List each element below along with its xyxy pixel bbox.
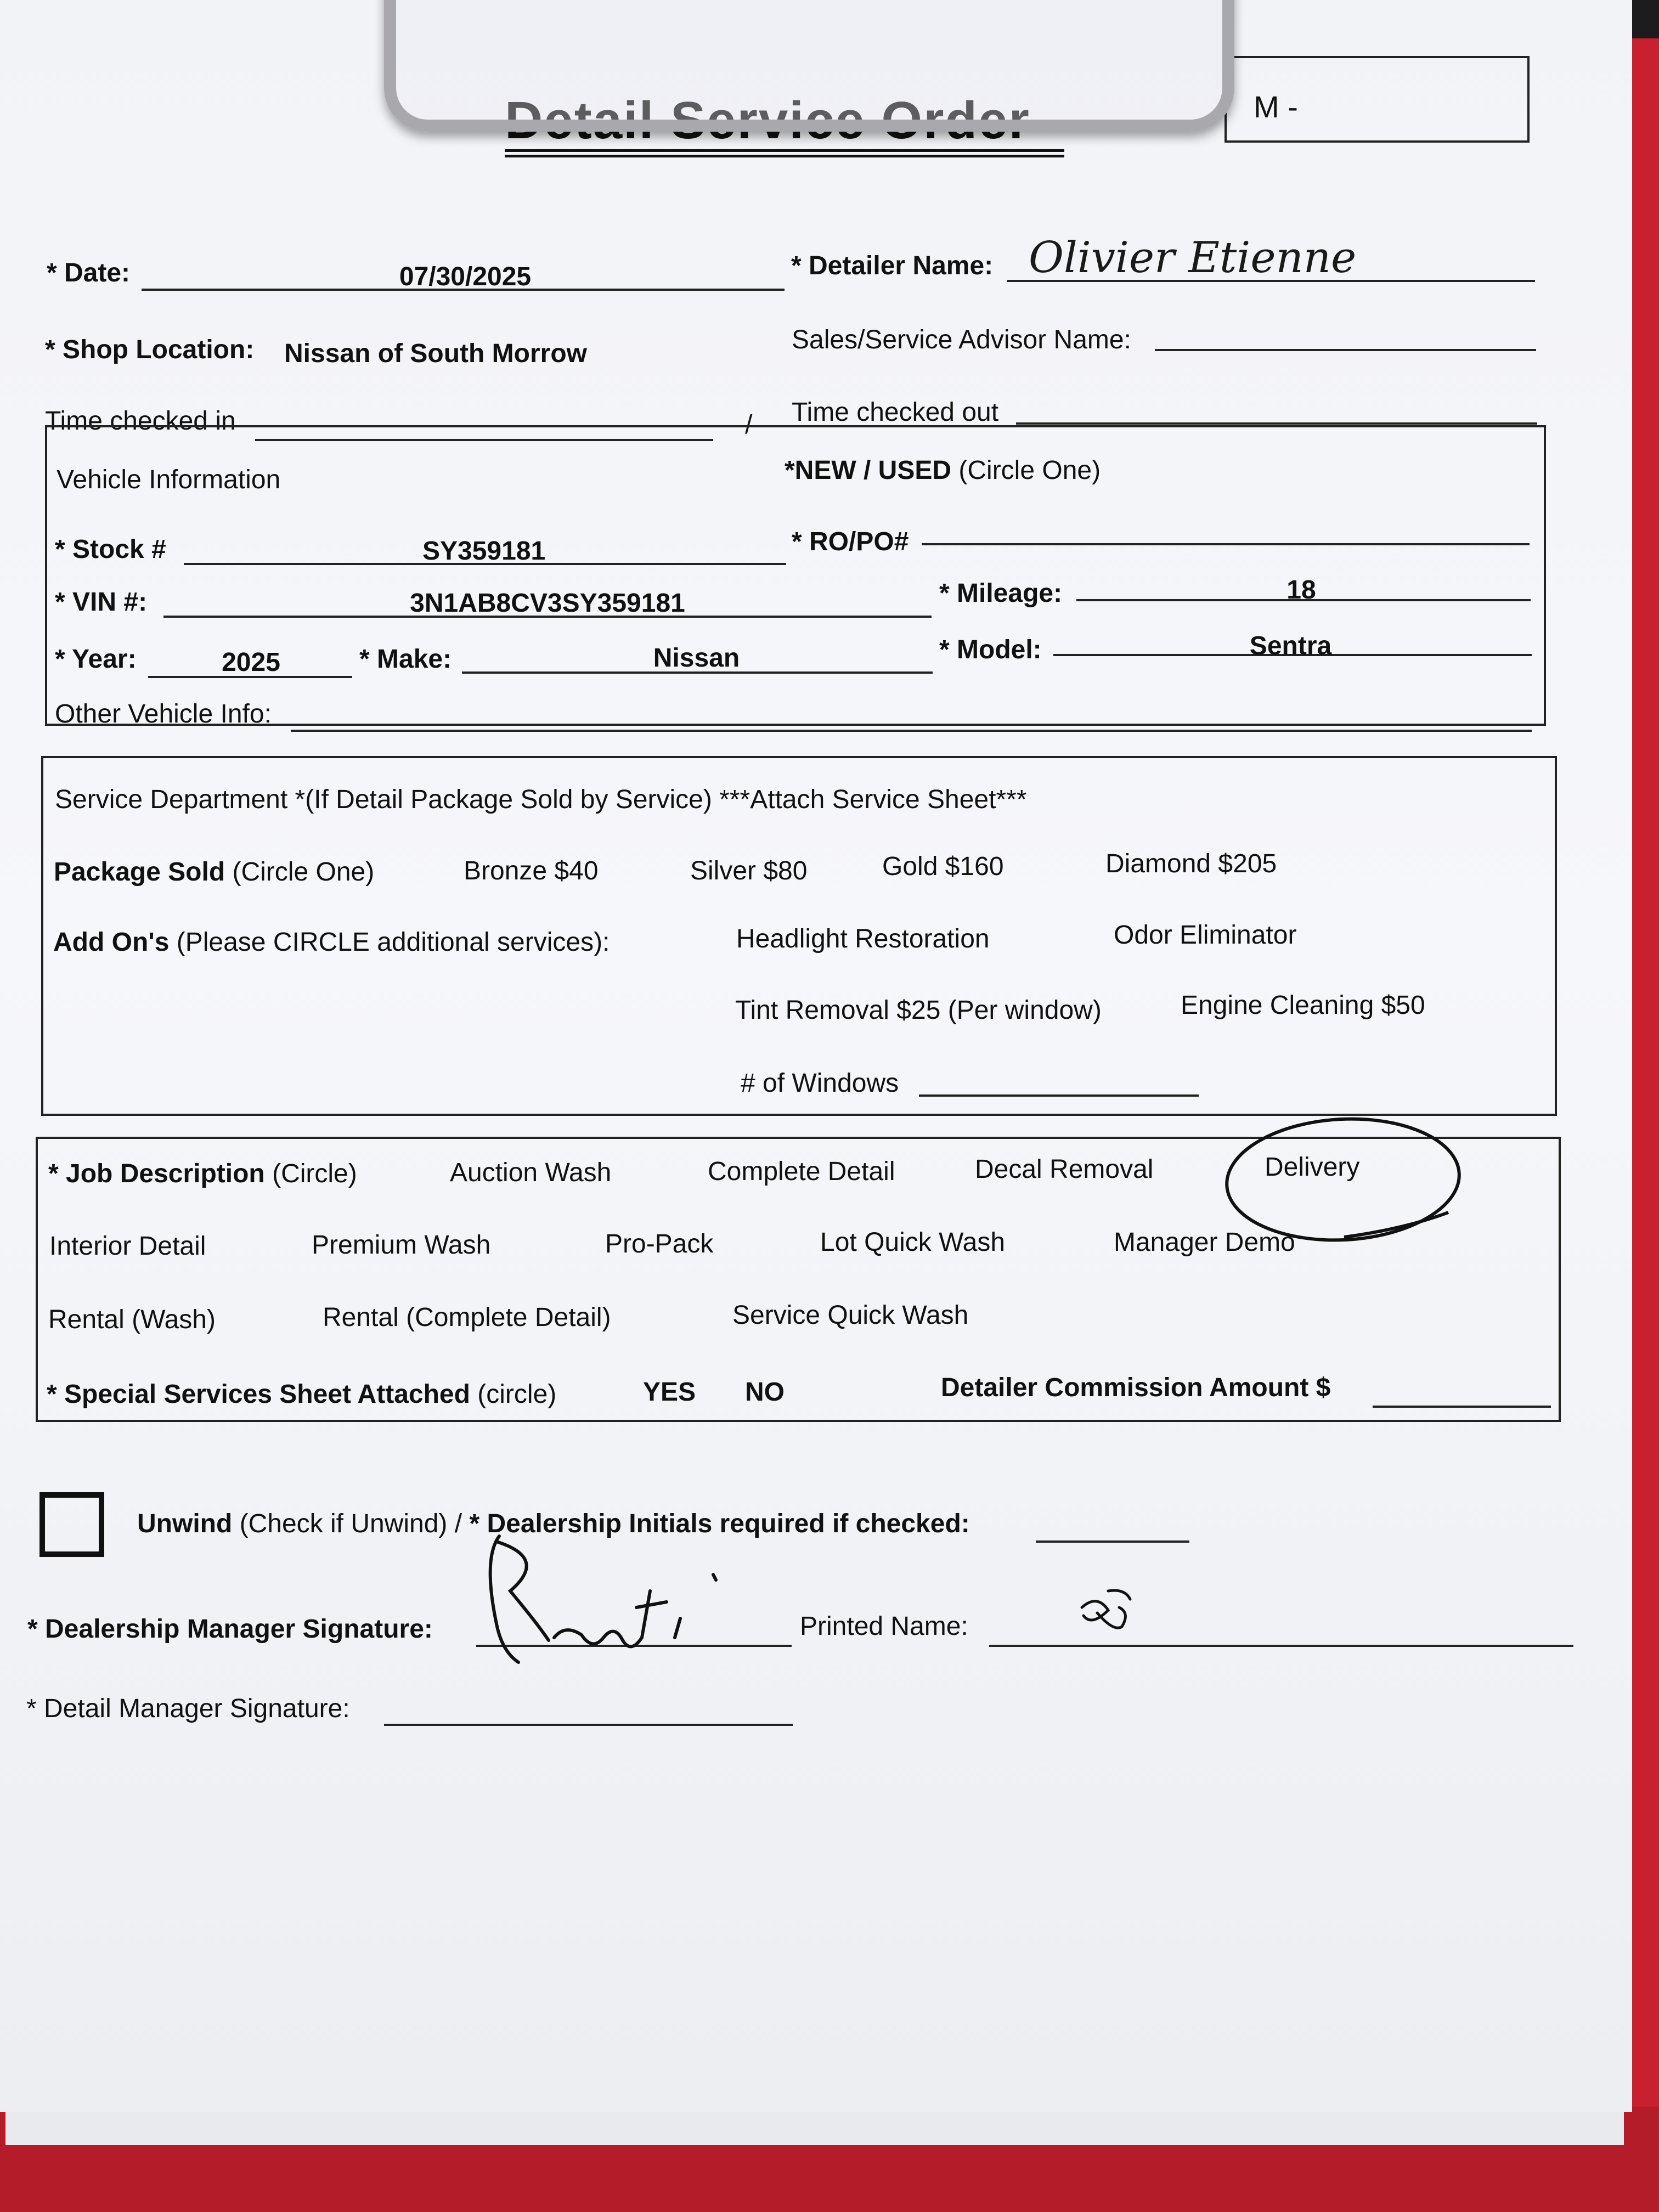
manager-signature-mark (490, 1536, 716, 1662)
package-bronze[interactable]: Bronze $40 (464, 856, 599, 885)
detailer-value: Olivier Etienne (1029, 233, 1357, 283)
package-silver[interactable]: Silver $80 (690, 856, 808, 885)
job-description-hint: (Circle) (272, 1159, 357, 1188)
addon-tint-removal[interactable]: Tint Removal $25 (Per window) (735, 996, 1102, 1025)
special-yes[interactable]: YES (643, 1378, 696, 1407)
stock-value: SY359181 (422, 537, 546, 566)
add-ons-hint: (Please CIRCLE additional services): (176, 928, 610, 957)
vin-label: * VIN #: (55, 588, 148, 617)
job-service-quick-wash[interactable]: Service Quick Wash (732, 1301, 969, 1330)
vin-value: 3N1AB8CV3SY359181 (410, 589, 685, 618)
order-number: M - (1254, 89, 1298, 124)
form-title: Detail Service Order (505, 91, 1030, 150)
new-used-hint: (Circle One) (958, 456, 1101, 485)
special-services-bold: * Special Services Sheet Attached (47, 1380, 470, 1409)
job-decal-removal[interactable]: Decal Removal (975, 1155, 1154, 1184)
date-value: 07/30/2025 (399, 262, 532, 291)
stock-label: * Stock # (55, 535, 166, 564)
printed-name-label: Printed Name: (800, 1612, 968, 1641)
job-rental-wash[interactable]: Rental (Wash) (48, 1305, 216, 1334)
date-label: * Date: (47, 258, 131, 287)
windows-count-label: # of Windows (741, 1069, 899, 1098)
package-diamond[interactable]: Diamond $205 (1105, 849, 1277, 878)
job-interior-detail[interactable]: Interior Detail (49, 1232, 206, 1261)
detail-manager-signature-label: * Detail Manager Signature: (26, 1694, 350, 1723)
unwind-hint: (Check if Unwind) / (239, 1509, 462, 1538)
service-dept-heading: Service Department *(If Detail Package Sold by Service) ***Attach Service Sheet*** (55, 785, 1027, 814)
job-delivery[interactable]: Delivery (1265, 1153, 1360, 1182)
time-in-label: Time checked in (45, 407, 236, 436)
addon-headlight-restoration[interactable]: Headlight Restoration (736, 924, 990, 953)
commission-label: Detailer Commission Amount $ (941, 1373, 1331, 1402)
mileage-value: 18 (1286, 575, 1316, 605)
unwind-bold: Unwind (137, 1509, 233, 1538)
make-value: Nissan (653, 644, 740, 673)
advisor-label: Sales/Service Advisor Name: (792, 325, 1131, 354)
special-no[interactable]: NO (745, 1378, 785, 1407)
job-description-bold: * Job Description (48, 1159, 265, 1188)
ro-po-label: * RO/PO# (792, 527, 909, 556)
model-label: * Model: (939, 635, 1042, 664)
job-manager-demo[interactable]: Manager Demo (1114, 1228, 1295, 1257)
job-pro-pack[interactable]: Pro-Pack (605, 1229, 714, 1259)
new-used-bold: *NEW / USED (785, 456, 952, 485)
shop-location-label: * Shop Location: (45, 335, 255, 364)
time-slash: / (745, 410, 753, 439)
printed-name-initials-mark (1082, 1590, 1130, 1628)
job-complete-detail[interactable]: Complete Detail (708, 1157, 895, 1186)
manager-signature-label: * Dealership Manager Signature: (27, 1615, 433, 1644)
delivery-circle-mark (1224, 1113, 1463, 1246)
package-sold-bold: Package Sold (54, 857, 225, 887)
vehicle-info-heading: Vehicle Information (57, 465, 281, 494)
addon-engine-cleaning[interactable]: Engine Cleaning $50 (1181, 991, 1425, 1020)
model-value: Sentra (1249, 631, 1332, 661)
job-auction-wash[interactable]: Auction Wash (450, 1158, 612, 1187)
make-label: * Make: (359, 645, 452, 674)
job-rental-complete-detail[interactable]: Rental (Complete Detail) (323, 1303, 611, 1332)
other-info-label: Other Vehicle Info: (55, 699, 272, 729)
clipboard-clip (384, 0, 1234, 132)
year-value: 2025 (222, 648, 280, 677)
addon-odor-eliminator[interactable]: Odor Eliminator (1114, 921, 1297, 950)
add-ons-bold: Add On's (53, 928, 170, 957)
time-out-label: Time checked out (792, 398, 999, 427)
job-premium-wash[interactable]: Premium Wash (312, 1231, 491, 1260)
job-lot-quick-wash[interactable]: Lot Quick Wash (820, 1228, 1006, 1257)
year-label: * Year: (55, 645, 137, 674)
package-gold[interactable]: Gold $160 (882, 852, 1004, 881)
shop-location-value: Nissan of South Morrow (284, 339, 587, 368)
unwind-required: * Dealership Initials required if checked: (469, 1509, 970, 1538)
detailer-label: * Detailer Name: (791, 251, 994, 280)
special-services-hint: (circle) (477, 1380, 557, 1409)
mileage-label: * Mileage: (939, 579, 1063, 608)
package-sold-hint: (Circle One) (232, 857, 375, 887)
